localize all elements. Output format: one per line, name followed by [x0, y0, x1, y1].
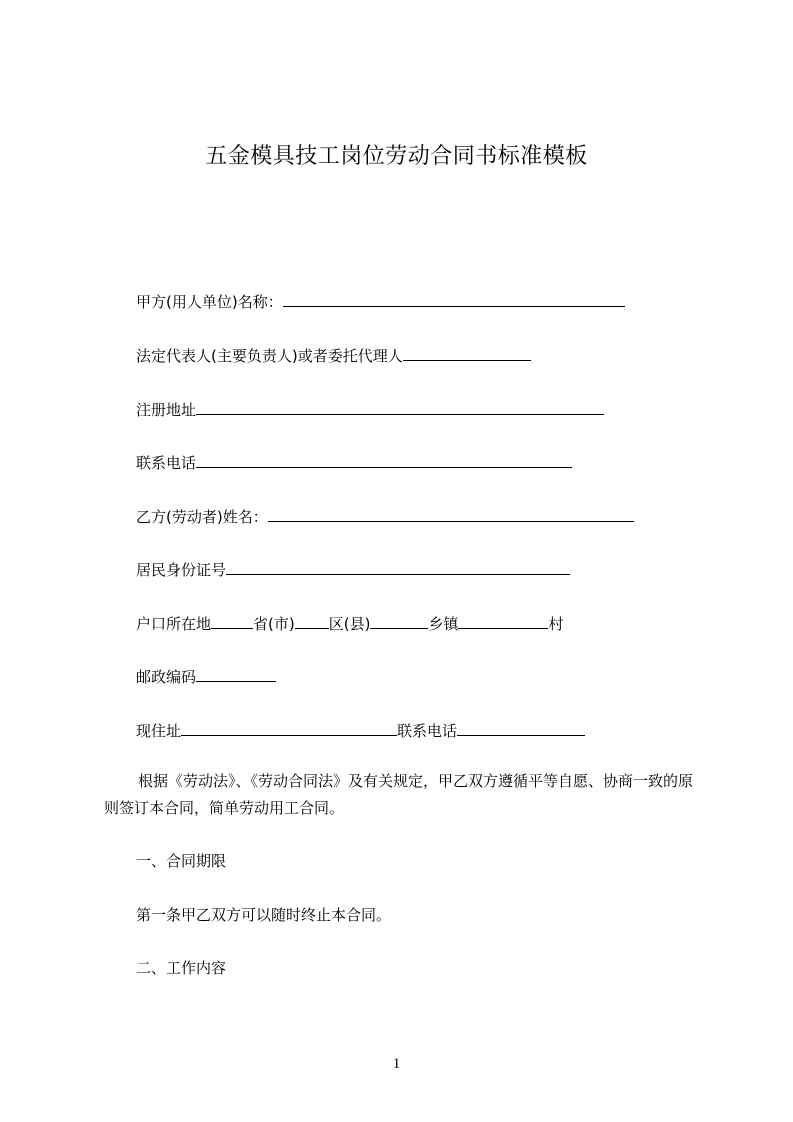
- current-address-line: [136, 720, 585, 741]
- section1-heading: 一、合同期限: [136, 852, 227, 870]
- id-number-label: 居民身份证号: [136, 561, 227, 579]
- employer-phone-label: 联系电话: [136, 454, 197, 472]
- legal-rep-line: [136, 345, 531, 366]
- legal-rep-label: 法定代表人(主要负责人)或者委托代理人: [136, 347, 403, 365]
- employee-phone-blank[interactable]: [457, 720, 585, 736]
- employee-phone-label: 联系电话: [397, 722, 458, 740]
- household-district-label: 区(县): [328, 615, 371, 633]
- postcode-line: [136, 666, 276, 687]
- id-number-line: [136, 559, 570, 580]
- section2-heading: 二、工作内容: [136, 959, 227, 977]
- document-title: 五金模具技工岗位劳动合同书标准模板: [205, 144, 588, 169]
- reg-address-blank[interactable]: [196, 399, 604, 415]
- employer-name-label: 甲方(用人单位)名称：: [136, 293, 283, 311]
- household-village-label: 村: [548, 615, 564, 633]
- household-province-blank[interactable]: [211, 613, 253, 629]
- postcode-label: 邮政编码: [136, 668, 197, 686]
- household-line: [136, 613, 563, 634]
- household-village-blank[interactable]: [458, 613, 548, 629]
- current-address-label: 现住址: [136, 722, 182, 740]
- postcode-blank[interactable]: [196, 666, 276, 682]
- household-town-blank[interactable]: [370, 613, 428, 629]
- employee-name-blank[interactable]: [268, 506, 634, 522]
- household-district-blank[interactable]: [295, 613, 329, 629]
- employee-name-label: 乙方(劳动者)姓名：: [136, 508, 268, 526]
- employer-phone-blank[interactable]: [196, 452, 572, 468]
- household-label: 户口所在地: [136, 615, 212, 633]
- employee-name-line: [136, 506, 634, 527]
- page-number: 1: [392, 1056, 401, 1072]
- legal-rep-blank[interactable]: [403, 345, 531, 361]
- article1-text: 第一条甲乙双方可以随时终止本合同。: [136, 906, 392, 924]
- household-province-label: 省(市): [253, 615, 295, 633]
- reg-address-line: [136, 399, 604, 420]
- household-town-label: 乡镇: [428, 615, 459, 633]
- intro-paragraph: 根据《劳动法》、《劳动合同法》及有关规定，甲乙双方遵循平等自愿、协商一致的原则签订本合同，简单劳动用工合同。: [104, 772, 694, 817]
- employer-phone-line: [136, 452, 572, 473]
- id-number-blank[interactable]: [226, 559, 570, 575]
- reg-address-label: 注册地址: [136, 401, 197, 419]
- current-address-blank[interactable]: [181, 720, 397, 736]
- employer-name-blank[interactable]: [283, 291, 625, 307]
- employer-name-line: [136, 291, 625, 312]
